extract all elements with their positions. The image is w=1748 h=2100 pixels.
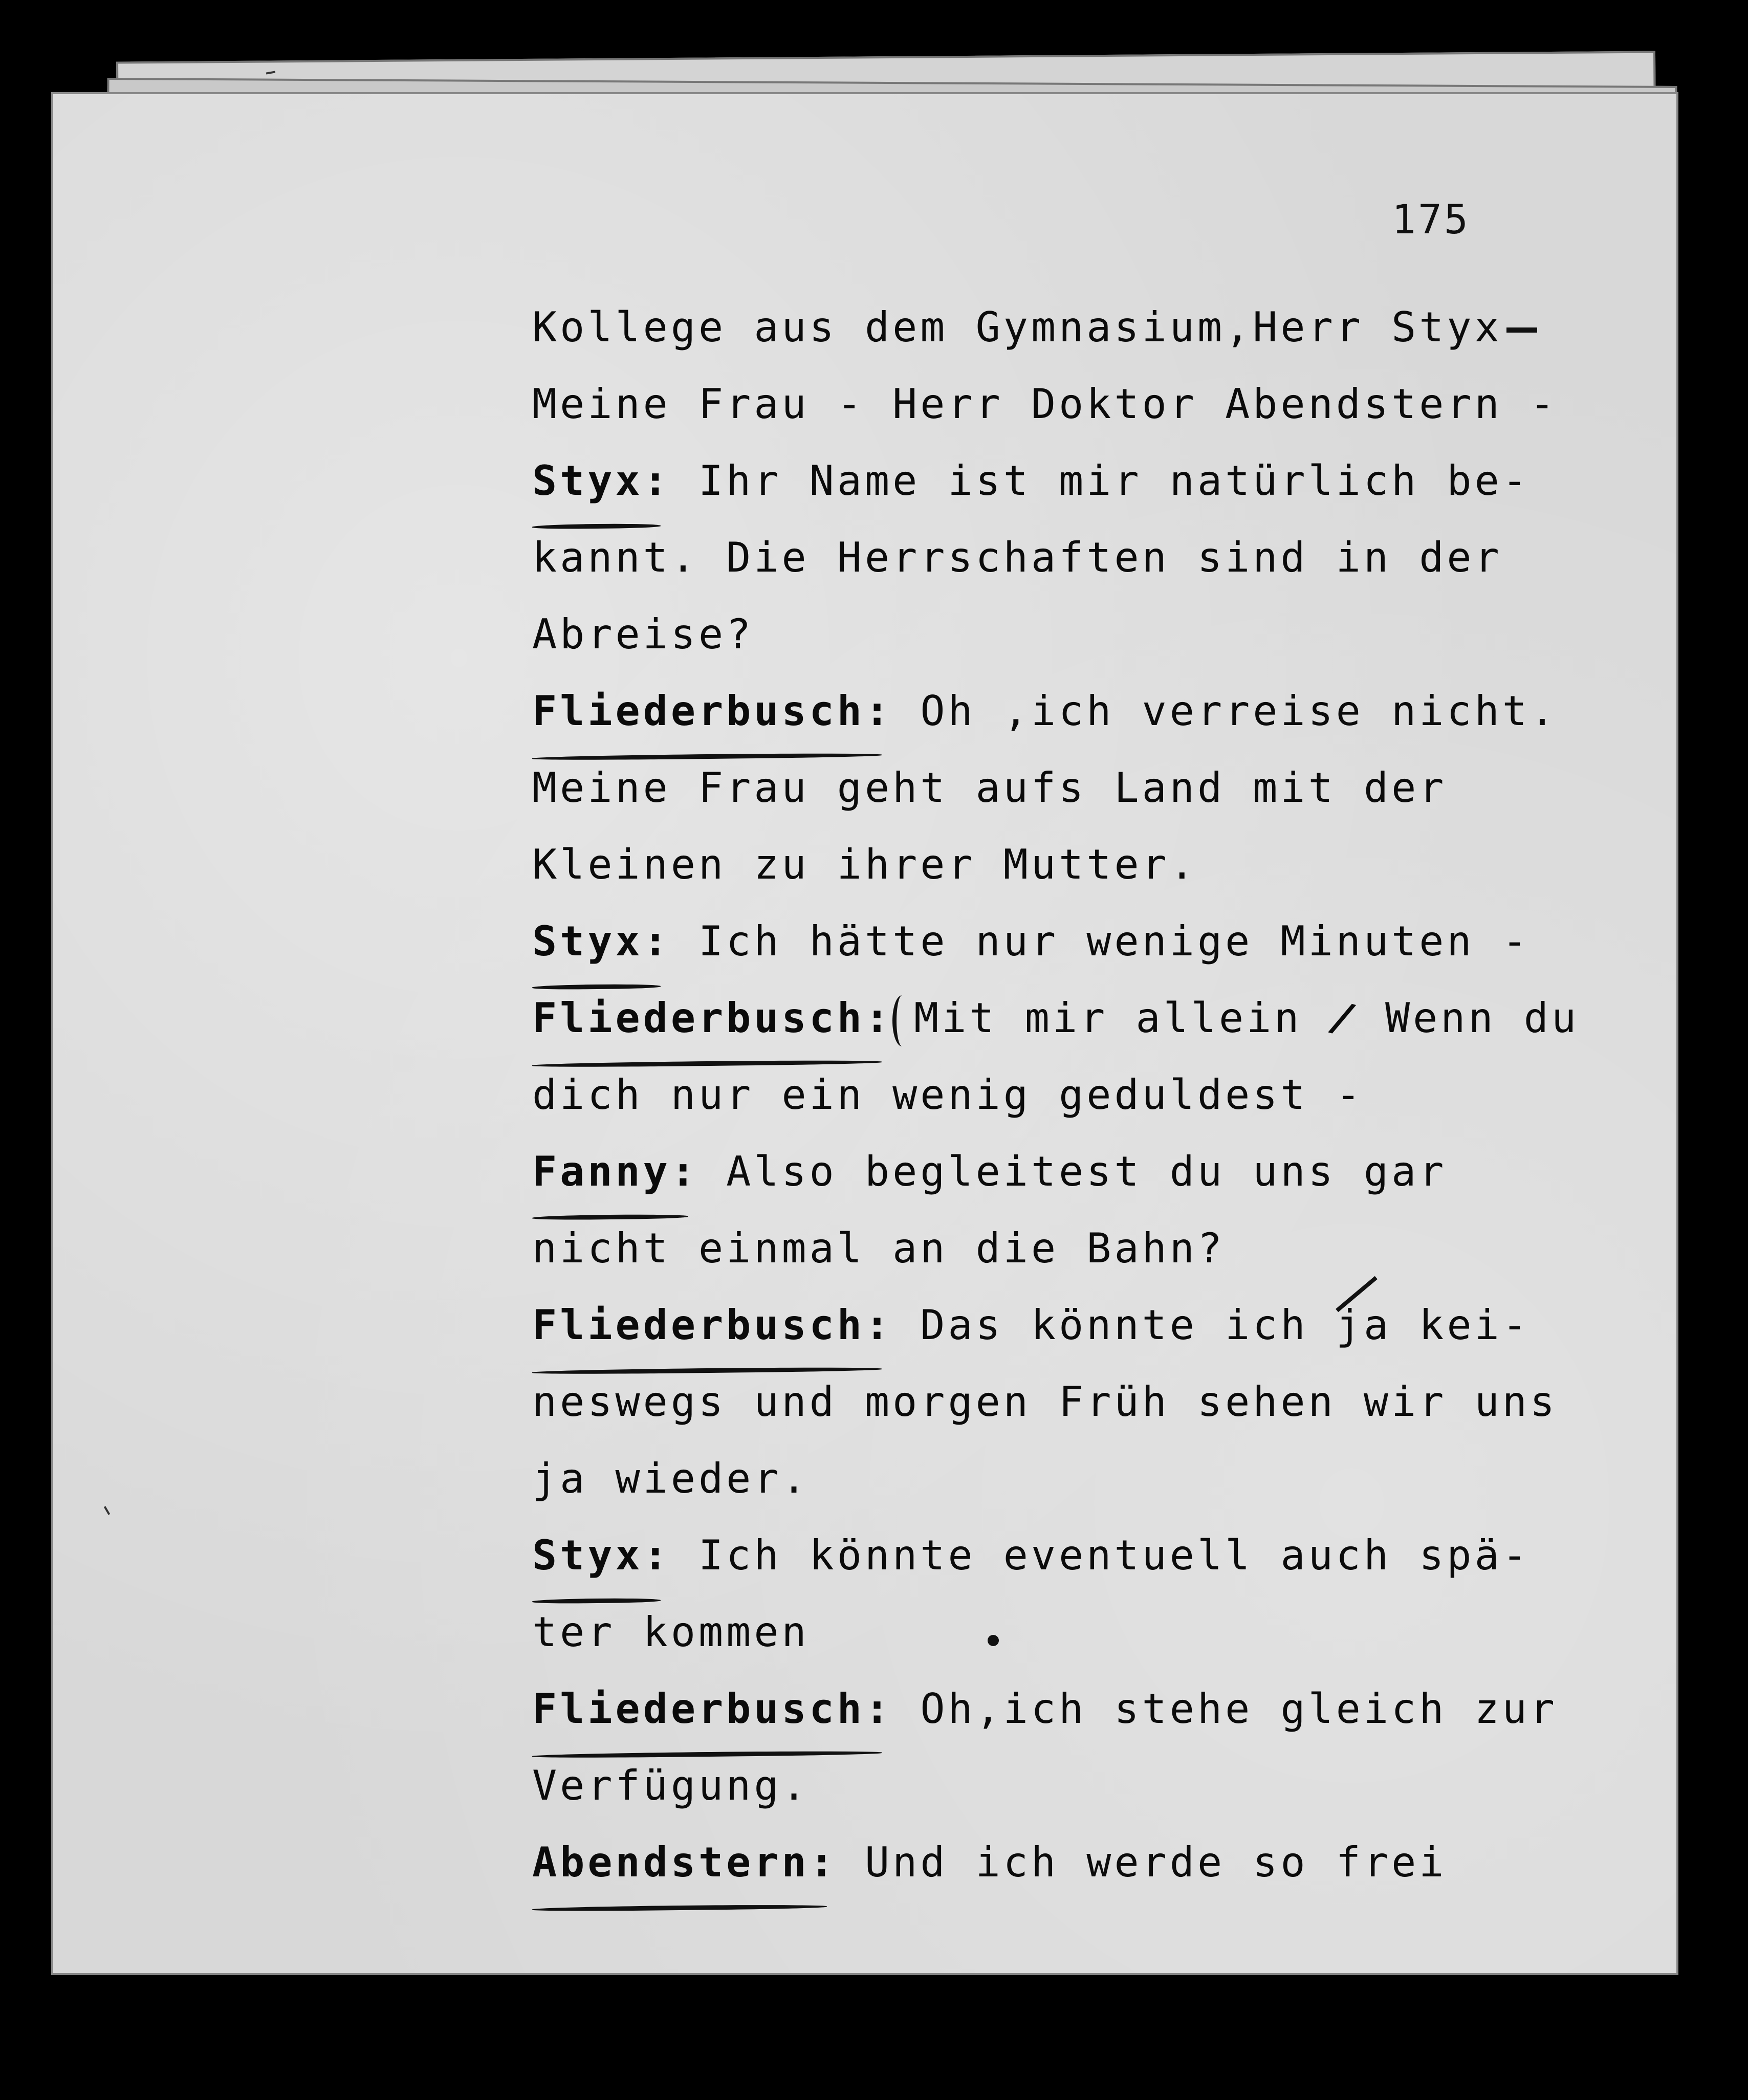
line-text: Meine Frau - Herr Doktor Abendstern - [532,380,1558,428]
text-line [532,1364,1556,1440]
line-text: Mit mir allein [914,994,1302,1042]
speaker-name: Fliederbusch: [532,1671,892,1747]
line-text: dich nur ein wenig geduldest - [532,1071,1364,1119]
line-text: Wenn du [1385,994,1580,1042]
line-text: Ich hätte nur wenige Minuten - [698,917,1530,965]
text-line [532,1824,1556,1901]
typescript-body [532,289,1580,1901]
line-text: ja wieder. [532,1455,810,1502]
text-line [532,826,1556,903]
page-number: 175 [1392,197,1470,243]
line-text: Ihr Name ist mir natürlich be- [698,457,1530,505]
speaker-name: Styx: [532,903,671,980]
speaker-name: Abendstern: [532,1824,837,1901]
ink-dot [988,1635,999,1646]
dash-mark [1506,327,1537,333]
text-line [532,1594,1556,1671]
line-text: kei- [1419,1301,1530,1349]
text-line [532,903,1556,980]
text-line [532,980,1580,1057]
struck-word: ja [1336,1287,1391,1364]
text-line [532,1440,1556,1517]
line-text: Ich könnte eventuell auch spä- [698,1532,1530,1579]
line-text: Oh ,ich verreise nicht. [920,687,1558,735]
speaker-name: Fliederbusch: [532,1287,892,1364]
line-text: Das könnte ich [920,1301,1308,1349]
line-text: nicht einmal an die Bahn? [532,1224,1226,1272]
text-line [532,1287,1556,1364]
text-line [532,443,1556,519]
text-line [532,1517,1556,1594]
line-text: Verfügung. [532,1762,810,1809]
text-line [532,750,1556,826]
text-line [532,1057,1556,1133]
parenthesis-mark [892,995,912,1046]
text-line [532,519,1556,596]
text-line [532,673,1556,750]
speaker-name: Fanny: [532,1133,698,1210]
line-text: Und ich werde so frei [864,1839,1447,1886]
speaker-name: Styx: [532,443,671,519]
line-text: Abreise? [532,610,754,658]
line-text: kannt. Die Herrschaften sind in der [532,534,1502,581]
line-text: Kollege aus dem Gymnasium,Herr Styx [532,303,1502,351]
line-text: Also begleitest du uns gar [726,1148,1447,1195]
text-line [532,289,1556,366]
text-line [532,366,1556,443]
line-text: Meine Frau geht aufs Land mit der [532,764,1447,812]
speaker-name: Styx: [532,1517,671,1594]
handwritten-slash: / [1324,991,1364,1045]
text-line [532,1671,1556,1747]
text-line [532,596,1556,673]
text-line [532,1210,1556,1287]
speaker-name: Fliederbusch: [532,980,892,1057]
line-text: neswegs und morgen Früh sehen wir uns [532,1378,1558,1426]
line-text: Oh,ich stehe gleich zur [920,1685,1558,1733]
line-text: Kleinen zu ihrer Mutter. [532,841,1197,888]
speaker-name: Fliederbusch: [532,673,892,750]
text-line [532,1133,1556,1210]
line-text: ter kommen [532,1608,810,1656]
text-line [532,1747,1556,1824]
